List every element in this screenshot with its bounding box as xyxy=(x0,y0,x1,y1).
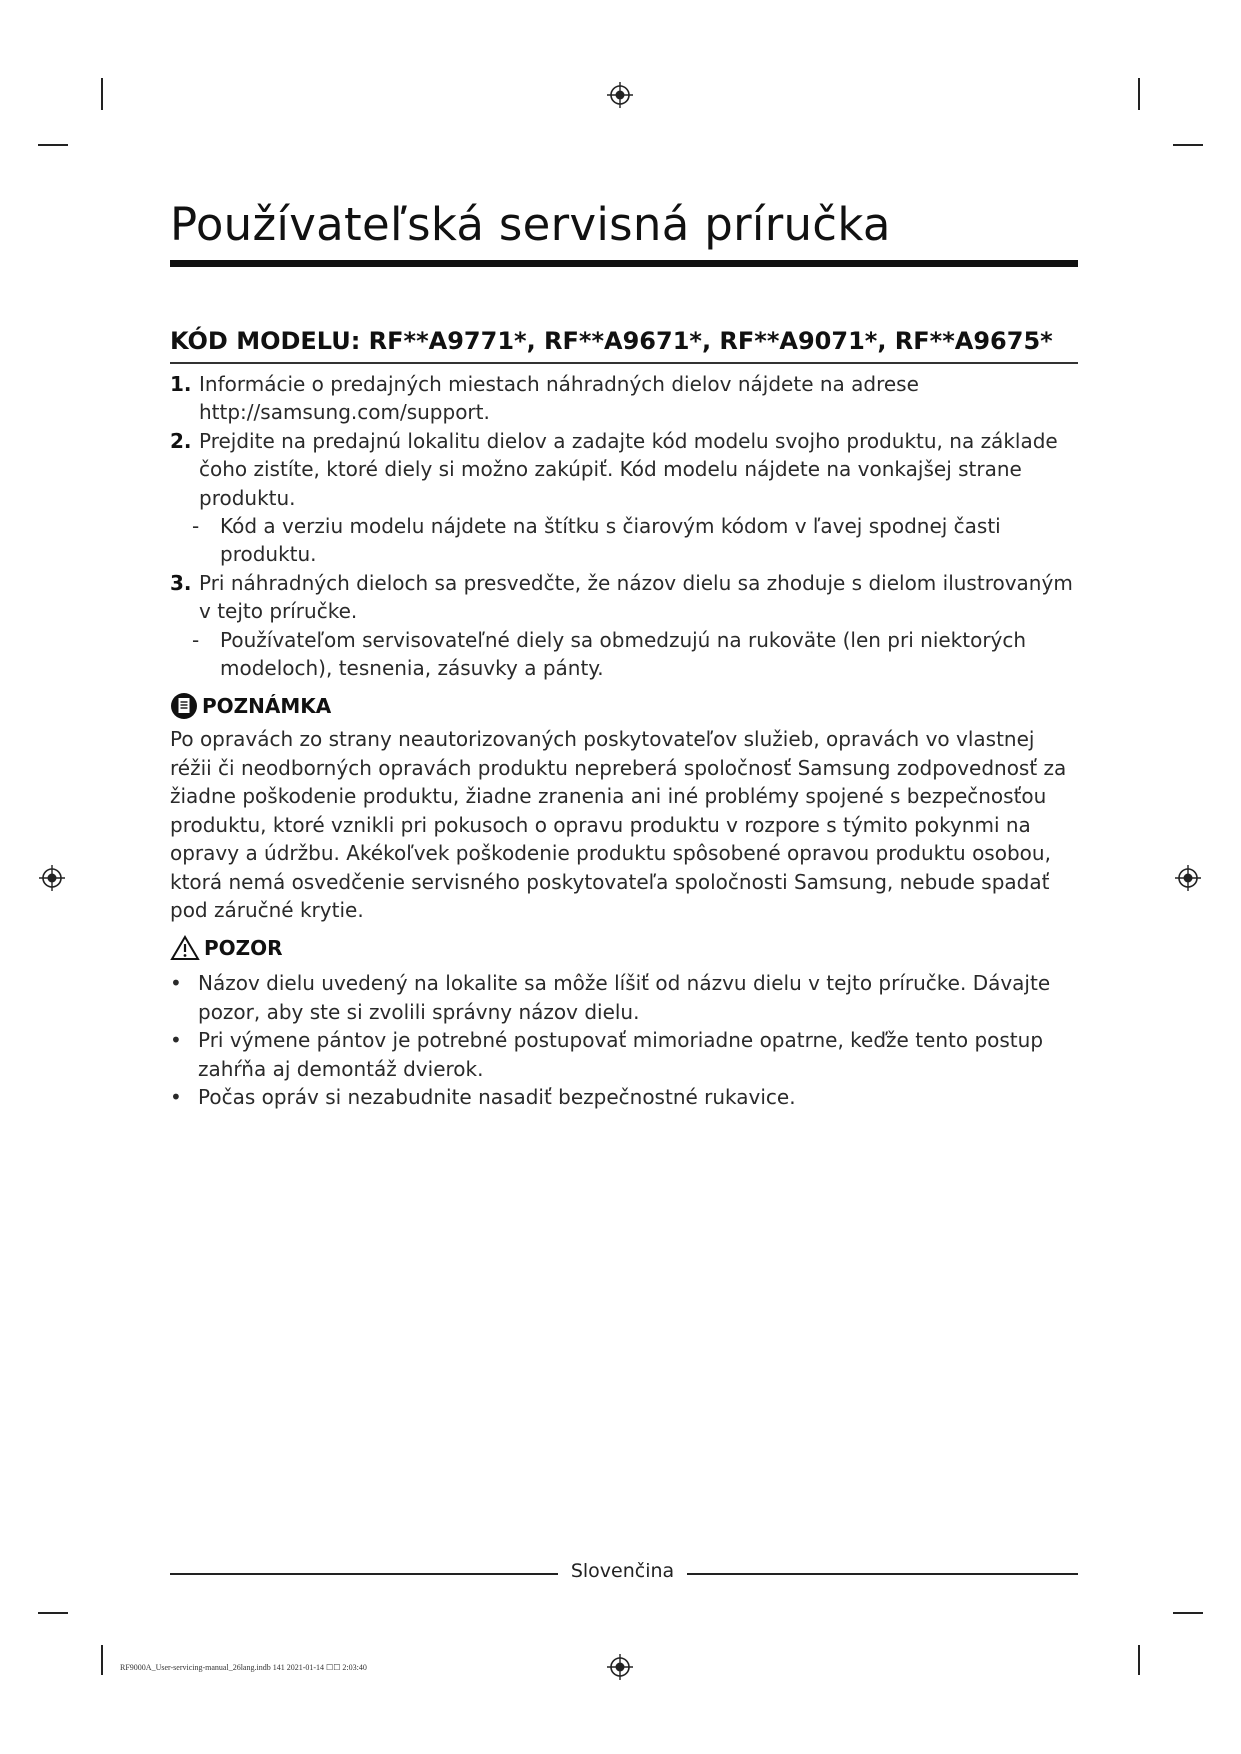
footer-rule-left xyxy=(170,1573,558,1575)
model-heading-rule xyxy=(170,362,1078,364)
crop-mark-bottom-right xyxy=(1138,1645,1140,1675)
note-label: POZNÁMKA xyxy=(202,694,332,719)
step-number: 1. xyxy=(170,372,192,396)
step-sub-item: - Kód a verziu modelu nájdete na štítku s čiarovým kódom v ľavej spodnej časti produktu. xyxy=(192,514,1001,567)
page-title: Používateľská servisná príručka xyxy=(170,198,891,251)
print-slug: RF9000A_User-servicing-manual_26lang.indb 141 2021-01-14 ☐☐ 2:03:40 xyxy=(120,1663,367,1672)
title-rule xyxy=(170,260,1078,267)
caution-header xyxy=(170,933,1080,963)
caution-list xyxy=(170,969,1080,1111)
step-item xyxy=(170,370,1080,427)
model-code-heading: KÓD MODELU: RF**A9771*, RF**A9671*, RF**A9071*, RF**A9675* xyxy=(170,327,1053,355)
caution-item: • Počas opráv si nezabudnite nasadiť bezpečnostné rukavice. xyxy=(170,1084,796,1109)
registration-mark-icon xyxy=(1175,865,1201,891)
crop-mark-top-right-h xyxy=(1173,144,1203,146)
footer-rule-right xyxy=(687,1573,1078,1575)
step-item xyxy=(170,427,1080,569)
note-header xyxy=(170,691,1080,721)
footer-language: Slovenčina xyxy=(570,1560,675,1582)
step-sub-list xyxy=(192,512,1080,569)
step-text: Prejdite na predajnú lokalitu dielov a zadajte kód modelu svojho produktu, na základe čoho zistíte, ktoré diely si možno zakúpiť. Kód modelu nájdete na vonkajšej strane produktu. xyxy=(199,428,1058,510)
warning-icon xyxy=(170,935,200,961)
main-content xyxy=(170,370,1080,1111)
registration-mark-icon xyxy=(607,82,633,108)
crop-mark-bottom-left xyxy=(101,1645,103,1675)
registration-mark-icon xyxy=(607,1654,633,1680)
caution-text: Názov dielu uvedený na lokalite sa môže líšiť od názvu dielu v tejto príručke. Dávajte pozor, aby ste si zvolili správny názov dielu. xyxy=(198,971,1051,1024)
crop-mark-top-right xyxy=(1138,78,1140,110)
crop-mark-bottom-left-h xyxy=(38,1612,68,1614)
crop-mark-top-left-h xyxy=(38,144,68,146)
step-text: Pri náhradných dieloch sa presvedčte, že názov dielu sa zhoduje s dielom ilustrovaným v tejto príručke. xyxy=(199,570,1073,624)
step-sub-list xyxy=(192,626,1080,683)
crop-mark-top-left xyxy=(101,78,103,110)
caution-item: • Názov dielu uvedený na lokalite sa môže líšiť od názvu dielu v tejto príručke. Dávajte pozor, aby ste si zvolili správny názov dielu. xyxy=(170,971,1051,1024)
note-icon xyxy=(170,692,198,720)
caution-label: POZOR xyxy=(204,936,283,961)
step-text: Informácie o predajných miestach náhradných dielov nájdete na adrese http://samsung.com/support. xyxy=(199,372,919,425)
note-text: Po opravách zo strany neautorizovaných poskytovateľov služieb, opravách vo vlastnej réžii či neodborných opravách produktu nepreberá spoločnosť Samsung zodpovednosť za žiadne poškodenie produktu, žiadne zranenia ani iné problémy spojené s bezpečnosťou produktu, ktoré vznikli pri pokusoch o opravu produktu v rozpore s týmito pokynmi na opravy a údržbu. Akékoľvek poškodenie produktu spôsobené opravou produktu osobou, ktorá nemá osvedčenie servisného poskytovateľa spoločnosti Samsung, nebude spadať pod záručné krytie. xyxy=(170,727,1067,922)
step-sub-item: - Používateľom servisovateľné diely sa obmedzujú na rukoväte (len pri niektorých modeloch), tesnenia, zásuvky a pánty. xyxy=(192,627,1027,681)
step-sub-text: Kód a verziu modelu nájdete na štítku s čiarovým kódom v ľavej spodnej časti produktu. xyxy=(220,514,1001,567)
registration-mark-icon xyxy=(39,865,65,891)
caution-text: Počas opráv si nezabudnite nasadiť bezpečnostné rukavice. xyxy=(198,1084,796,1109)
step-item xyxy=(170,569,1080,683)
caution-item: • Pri výmene pántov je potrebné postupovať mimoriadne opatrne, keďže tento postup zahŕňa aj demontáž dvierok. xyxy=(170,1028,1044,1081)
caution-text: Pri výmene pántov je potrebné postupovať mimoriadne opatrne, keďže tento postup zahŕňa aj demontáž dvierok. xyxy=(198,1028,1044,1081)
step-number: 3. xyxy=(170,570,192,595)
step-number: 2. xyxy=(170,428,192,453)
step-sub-text: Používateľom servisovateľné diely sa obmedzujú na rukoväte (len pri niektorých modeloch), tesnenia, zásuvky a pánty. xyxy=(220,627,1027,681)
steps-list xyxy=(170,370,1080,682)
crop-mark-bottom-right-h xyxy=(1173,1612,1203,1614)
